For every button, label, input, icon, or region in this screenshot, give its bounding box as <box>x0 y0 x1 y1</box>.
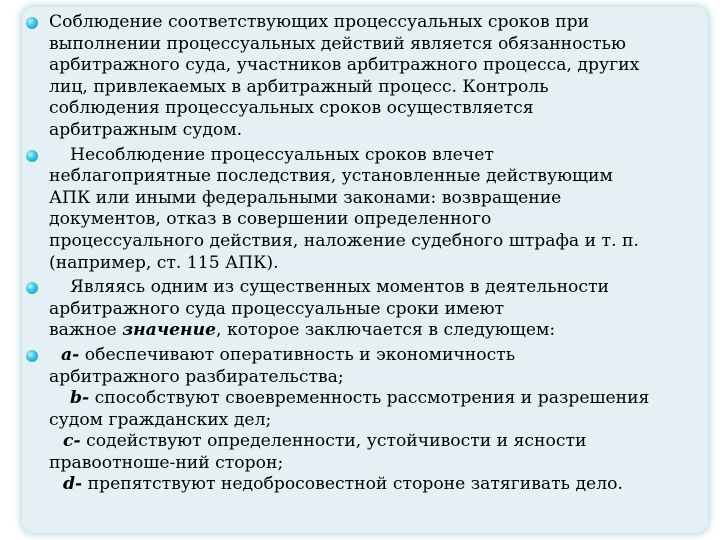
list-item-b-continuation: судом гражданских дел; <box>49 409 272 430</box>
item-text: препятствуют недобросовестной стороне затягивать дело. <box>82 474 623 495</box>
text-line: соблюдения процессуальных сроков осуществляется <box>49 98 534 119</box>
text-line: АПК или иными федеральными законами: возвращение <box>49 187 562 208</box>
bullet-paragraph-significance <box>26 277 706 342</box>
bullet-icon <box>26 282 38 294</box>
item-marker: b- <box>70 388 90 409</box>
bullet-paragraph-deadlines-compliance <box>26 12 706 142</box>
bullet-paragraph-functions-list <box>26 345 706 496</box>
list-item-a-continuation: арбитражного разбирательства; <box>49 366 344 387</box>
list-item-c <box>49 431 706 453</box>
text-line: Являясь одним из существенных моментов в деятельности <box>70 277 609 298</box>
text-line: неблагоприятные последствия, установленные действующим <box>49 166 613 187</box>
text-line: арбитражного суда процессуальные сроки имеют <box>49 298 505 319</box>
emphasized-term: значение <box>122 320 217 341</box>
text-run: важное <box>49 320 123 341</box>
text-line: лиц, привлекаемых в арбитражный процесс. Контроль <box>49 76 549 97</box>
bullet-icon <box>26 350 38 362</box>
item-marker: с- <box>63 431 81 452</box>
bullet-paragraph-noncompliance <box>26 145 706 275</box>
text-line: арбитражным судом. <box>49 119 243 140</box>
text-line: Несоблюдение процессуальных сроков влечет <box>70 144 494 165</box>
item-marker: а- <box>61 344 80 365</box>
text-line: (например, ст. 115 АПК). <box>49 252 279 273</box>
item-text: содействуют определенности, устойчивости и ясности <box>80 431 587 452</box>
bullet-icon <box>26 17 38 29</box>
bullet-icon <box>26 150 38 162</box>
slide-text <box>26 12 706 499</box>
item-text: обеспечивают оперативность и экономичность <box>79 344 516 365</box>
item-marker: d- <box>63 474 83 495</box>
item-text: способствуют своевременность рассмотрения и разрешения <box>89 388 650 409</box>
text-run: , которое заключается в следующем: <box>216 320 556 341</box>
text-line: Соблюдение соответствующих процессуальных сроков при <box>49 12 590 32</box>
text-line: процессуального действия, наложение судебного штрафа и т. п. <box>49 230 639 251</box>
text-line: арбитражного суда, участников арбитражного процесса, других <box>49 55 640 76</box>
list-item-b <box>49 388 706 410</box>
text-line: документов, отказ в совершении определенного <box>49 209 492 230</box>
list-item-c-continuation: правоотноше-ний сторон; <box>49 452 284 473</box>
list-item-d <box>49 474 706 496</box>
text-line <box>49 320 706 342</box>
text-line: выполнении процессуальных действий является обязанностью <box>49 33 626 54</box>
list-item-a <box>49 345 706 367</box>
